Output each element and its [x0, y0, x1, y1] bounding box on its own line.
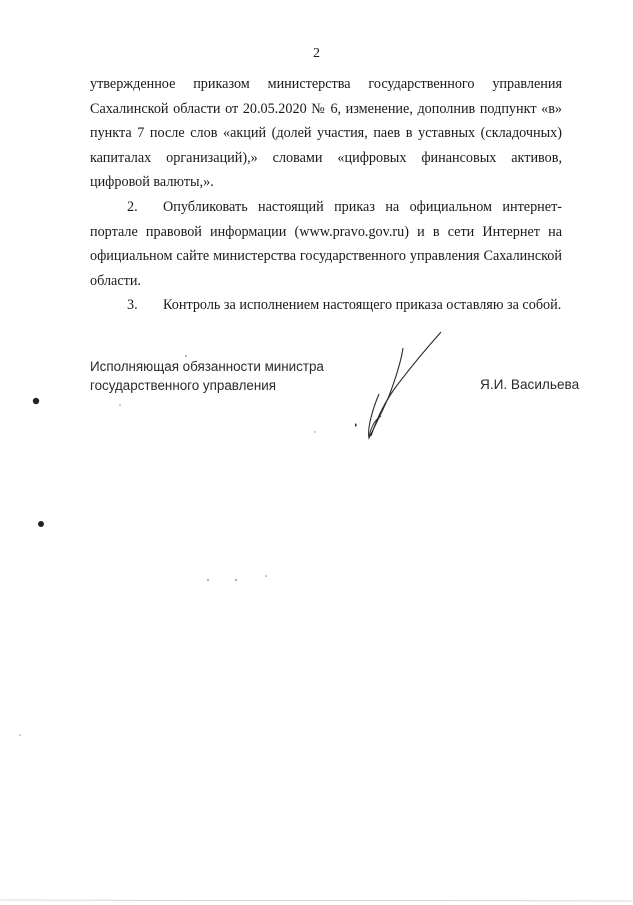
text-line: пункта 7 после слов «акций (долей участия, паев в уставных (складочных) [90, 125, 562, 142]
list-item-3 [90, 293, 562, 318]
text-line: области. [90, 272, 141, 289]
item-number: 2. [127, 198, 138, 215]
signatory-title-line: государственного управления [90, 377, 276, 393]
text-line: капиталах организаций),» словами «цифровых финансовых активов, [90, 149, 562, 166]
signatory-title [90, 358, 324, 395]
page-number: 2 [313, 46, 320, 61]
list-item-2 [90, 195, 562, 220]
text-line: Сахалинской области от 20.05.2020 № 6, изменение, дополнив подпункт «в» [90, 100, 562, 117]
text-line: официальном сайте министерства государственного управления Сахалинской [90, 248, 562, 265]
body-text [90, 72, 562, 318]
signatory-title-line: Исполняющая обязанности министра [90, 359, 324, 374]
text-line: портале правовой информации (www.pravo.gov.ru) и в сети Интернет на [90, 223, 562, 240]
text-line: цифровой валюты,». [90, 174, 214, 191]
signatory-name: Я.И. Васильева [480, 377, 580, 392]
item-text: Опубликовать настоящий приказ на официальном интернет- [163, 198, 562, 215]
handwritten-signature [355, 328, 475, 448]
item-number: 3. [127, 297, 138, 314]
item-text: Контроль за исполнением настоящего приказа оставляю за собой. [163, 297, 562, 314]
text-line: утвержденное приказом министерства государственного управления [90, 76, 562, 92]
